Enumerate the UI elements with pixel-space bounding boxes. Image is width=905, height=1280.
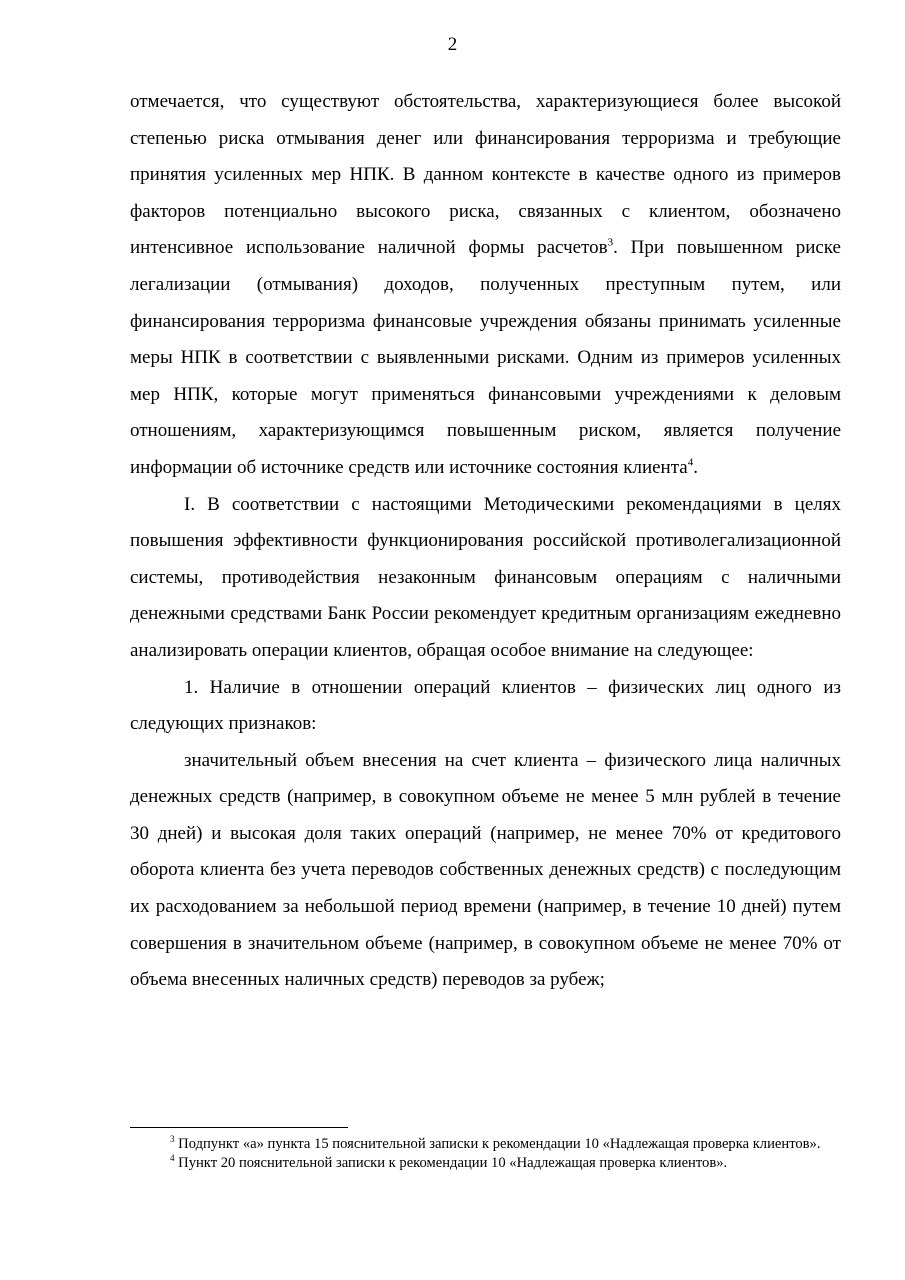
footnote-ref: 3 [607,237,614,250]
footnote-text: Пункт 20 пояснительной записки к рекомендации 10 «Надлежащая проверка клиентов». [174,1155,728,1171]
footnote-4 [130,1154,841,1173]
footnotes [130,1135,841,1173]
page-number: 2 [447,34,458,55]
paragraph-text: . При повышенном риске легализации (отмывания) доходов, полученных преступным путем, или финансирования терроризма финансовые учреждения обязаны принимать усиленные меры НПК в соответствии с выявленными рисками. Одним из примеров усиленных мер НПК, которые могут применяться финансовыми учреждениями к деловым отношениям, характеризующимся повышенным риском, является получение информации об источнике средств или источнике состояния клиента [130,237,841,478]
body-text [130,84,841,999]
footnote-3 [130,1135,841,1154]
footnote-separator [130,1127,348,1128]
paragraph-indicator: значительный объем внесения на счет клиента – физического лица наличных денежных средств (например, в совокупном объеме не менее 5 млн рублей в течение 30 дней) и высокая доля таких операций (например, не менее 70% от кредитового оборота клиента без учета переводов собственных денежных средств) с последующим их расходованием за небольшой период времени (например, в течение 10 дней) путем совершения в значительном объеме (например, в совокупном объеме не менее 70% от объема внесенных наличных средств) переводов за рубеж; [130,749,841,991]
paragraph-text: отмечается, что существуют обстоятельства, характеризующиеся более высокой степенью риска отмывания денег или финансирования терроризма и требующие принятия усиленных мер НПК. В данном контексте в качестве одного из примеров факторов потенциально высокого риска, связанных с клиентом, обозначено интенсивное использование наличной формы расчетов [130,91,841,259]
paragraph-text: . [693,456,698,478]
footnote-mark: 4 [170,1153,175,1164]
paragraph-recommendation: I. В соответствии с настоящими Методическими рекомендациями в целях повышения эффективности функционирования российской противолегализационной системы, противодействия незаконным финансовым операциям с наличными денежными средствами Банк России рекомендует кредитным организациям ежедневно анализировать операции клиентов, обращая особое внимание на следующее: [130,493,841,661]
footnote-mark: 3 [170,1134,175,1145]
footnote-ref: 4 [687,456,694,469]
paragraph-item-1: 1. Наличие в отношении операций клиентов – физических лиц одного из следующих признаков: [130,676,841,735]
paragraph-risk-context [130,84,841,487]
footnote-text: Подпункт «а» пункта 15 пояснительной записки к рекомендации 10 «Надлежащая проверка клиентов». [174,1136,821,1152]
